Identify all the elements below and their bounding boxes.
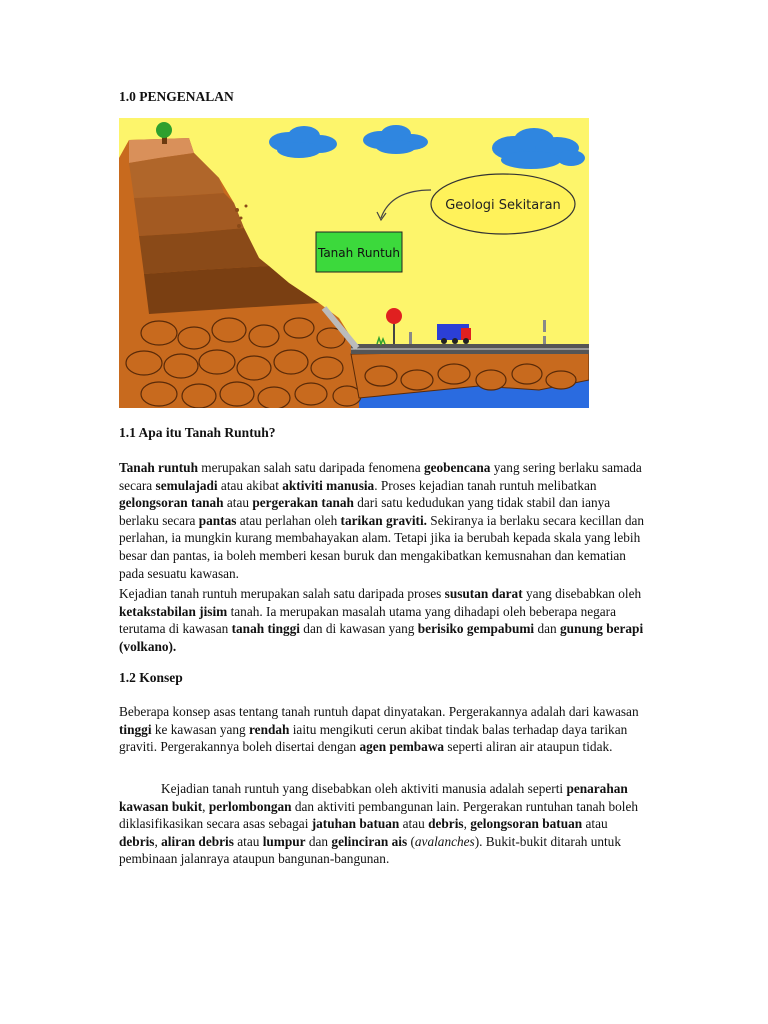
bold-term: jatuhan batuan <box>311 816 400 832</box>
text-run: atau <box>233 833 263 849</box>
bold-term: gunung berapi (volkano). <box>119 621 644 654</box>
text-run: dan aktiviti pembangunan lain. Pergerakan runtuhan tanah boleh diklasifikasikan secara asas sebagai <box>119 798 639 832</box>
bold-term: ketakstabilan jisim <box>119 603 228 619</box>
bold-term: pantas <box>198 512 237 528</box>
text-run: yang disebabkan oleh <box>522 586 642 601</box>
bold-term: Tanah runtuh <box>119 460 198 475</box>
bold-term: gelongsoran batuan <box>470 816 583 832</box>
section-heading-1-1: 1.1 Apa itu Tanah Runtuh? <box>119 425 276 440</box>
text-run: ( <box>407 833 415 849</box>
text-run: tanah. Ia merupakan masalah utama yang dihadapi oleh beberapa negara terutama di kawasan <box>119 603 617 637</box>
tree-icon <box>156 122 172 138</box>
text-run: atau <box>582 816 608 832</box>
text-run: dari satu kedudukan yang tidak stabil dan ianya berlaku secara <box>119 495 611 528</box>
road-post <box>543 320 546 332</box>
boulders <box>126 318 361 408</box>
paragraph-aktiviti-manusia <box>119 780 649 868</box>
bold-term: tinggi <box>119 721 152 737</box>
bold-term: perlombongan <box>208 798 292 814</box>
text-run: Kejadian tanah runtuh yang disebabkan oleh aktiviti manusia adalah seperti <box>161 781 567 796</box>
truck-icon <box>437 324 471 344</box>
text-run: atau perlahan oleh <box>236 512 341 528</box>
text-run: seperti aliran air ataupun tidak. <box>444 739 613 755</box>
bold-term: geobencana <box>423 460 491 475</box>
bold-term: gelinciran ais <box>331 833 408 849</box>
text-run: atau akibat <box>217 477 283 493</box>
bold-term: tarikan graviti. <box>340 512 427 528</box>
paragraph-susutan-darat <box>119 585 649 655</box>
paragraph-konsep <box>119 703 649 756</box>
road-post <box>409 332 412 344</box>
bold-term: berisiko gempabumi <box>417 621 535 637</box>
text-run: atau <box>399 816 429 832</box>
text-run: Kejadian tanah runtuh merupakan salah satu daripada proses <box>119 586 445 601</box>
bold-term: susutan darat <box>444 586 523 601</box>
text-run: Sekiranya ia berlaku secara kecillan dan perlahan, ia mungkin kurang membahayakan alam. Tetapi jika ia berubah kepada skala yang lebih besar dan pantas, ia boleh memberi kesan buruk dan mengakibatkan kemusnahan dan kematian pada sesuatu kawasan. <box>119 512 645 581</box>
text-run: ). Bukit-bukit ditarah untuk pembinaan jalanraya ataupun bangunan-bangunan. <box>119 833 621 867</box>
paragraph-tanah-runtuh-definition <box>119 459 649 582</box>
text-run: , <box>202 798 209 814</box>
bold-term: aliran debris <box>161 833 234 849</box>
bold-term: lumpur <box>262 833 306 849</box>
text-run: iaitu mengikuti cerun akibat tindak balas terhadap daya tarikan graviti. Pergerakannya boleh disertai dengan <box>119 721 628 755</box>
bold-term: tanah tinggi <box>231 621 300 637</box>
text-run: atau <box>223 495 253 511</box>
road-post <box>543 336 546 344</box>
text-run: dan <box>305 833 332 849</box>
bold-term: pergerakan tanah <box>252 495 354 511</box>
text-run: , <box>154 833 162 849</box>
text-run: , <box>463 816 471 832</box>
bold-term: gelongsoran tanah <box>119 495 224 511</box>
bold-term: aktiviti manusia <box>282 477 375 493</box>
stop-sign-icon <box>386 308 402 324</box>
geologi-label: Geologi Sekitaran <box>445 198 561 213</box>
landslide-illustration <box>119 118 589 408</box>
bold-term: debris <box>119 833 155 849</box>
text-run: dan di kawasan yang <box>299 621 418 637</box>
text-run: merupakan salah satu daripada fenomena <box>197 460 424 475</box>
text-run: Beberapa konsep asas tentang tanah runtuh dapat dinyatakan. Pergerakannya adalah dari kawasan <box>119 704 639 719</box>
text-run: dan <box>534 621 560 637</box>
text-run: . Proses kejadian tanah runtuh melibatkan <box>374 477 597 493</box>
text-run: yang sering berlaku samada secara <box>119 460 642 493</box>
bold-term: agen pembawa <box>359 739 445 755</box>
landslide-illustration-svg <box>119 118 589 408</box>
bold-term: rendah <box>249 721 290 737</box>
italic-term: avalanches <box>414 833 475 849</box>
bold-term: semulajadi <box>155 477 218 493</box>
bold-term: debris <box>428 816 464 832</box>
text-run: ke kawasan yang <box>151 721 249 737</box>
section-heading-1-2: 1.2 Konsep <box>119 670 183 685</box>
bold-term: penarahan kawasan bukit <box>119 781 628 814</box>
tanah-runtuh-label: Tanah Runtuh <box>317 246 401 260</box>
section-heading-intro: 1.0 PENGENALAN <box>119 89 234 104</box>
